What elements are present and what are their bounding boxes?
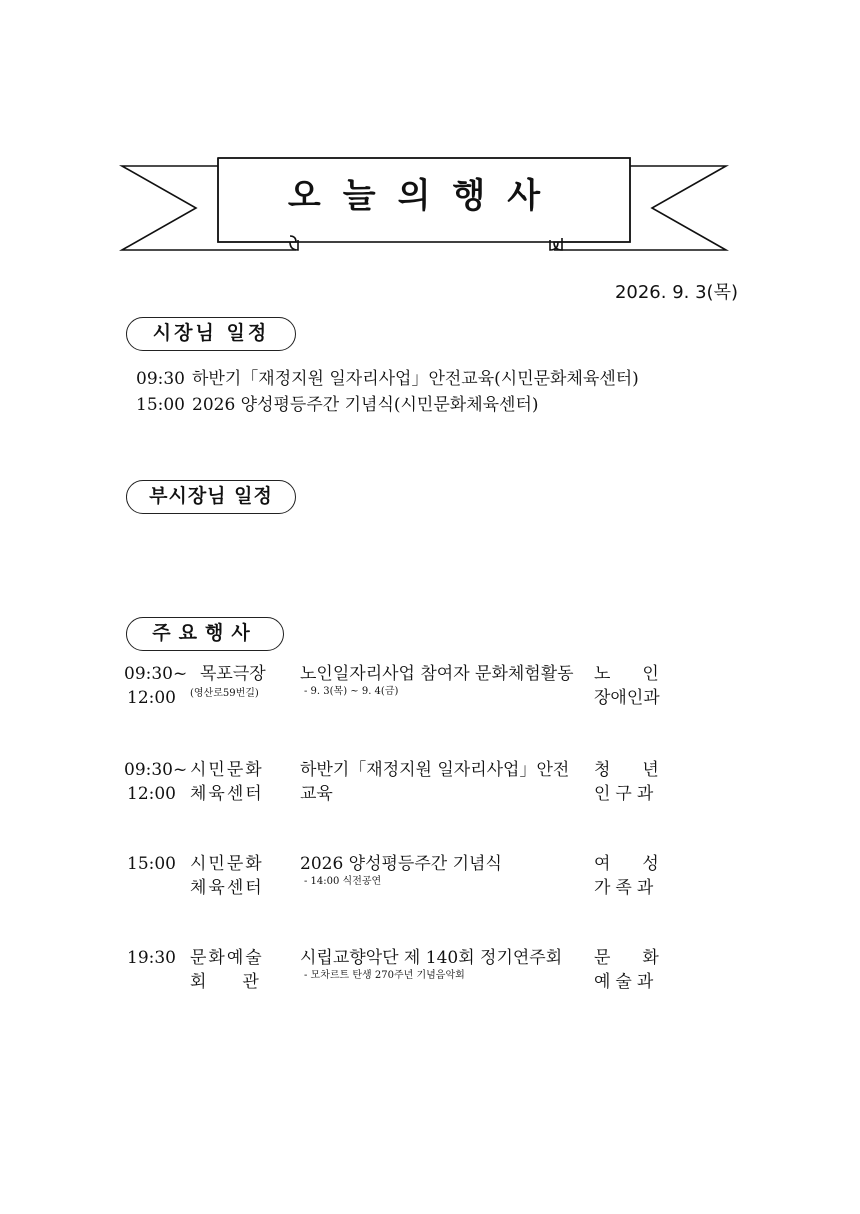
- event-place-detail: 회관: [190, 972, 295, 992]
- event-title: 노인일자리사업 참여자 문화체험활동: [300, 664, 574, 684]
- schedule-time: 15:00: [136, 395, 185, 415]
- dept-text: 노인: [594, 664, 691, 684]
- event-note: - 9. 3(목) ~ 9. 4(금): [304, 686, 399, 697]
- schedule-text: 하반기「재정지원 일자리사업」안전교육(시민문화체육센터): [192, 369, 639, 389]
- event-note: - 모차르트 탄생 270주년 기념음악회: [304, 970, 465, 981]
- event-title-cont: 교육: [300, 784, 333, 804]
- schedule-text: 2026 양성평등주간 기념식(시민문화체육센터): [192, 395, 539, 415]
- banner-title: 오늘의행사: [287, 176, 563, 216]
- event-start-time: 09:30~: [124, 760, 188, 780]
- event-title: 하반기「재정지원 일자리사업」안전: [300, 760, 570, 780]
- event-end-time: 12:00: [127, 784, 176, 804]
- title-banner: [118, 150, 730, 254]
- event-start-time: 09:30~: [124, 664, 188, 684]
- event-place: 목포극장: [200, 664, 266, 684]
- event-dept-line1: [594, 662, 691, 686]
- event-title: 시립교향악단 제 140회 정기연주회: [300, 948, 563, 968]
- document-date: 2026. 9. 3(목): [614, 282, 738, 303]
- event-dept-line1: 문화: [594, 948, 691, 968]
- mayor-schedule-heading: 시장님 일정: [126, 317, 296, 351]
- event-end-time: 12:00: [127, 688, 176, 708]
- mayor-schedule-item: [136, 364, 639, 389]
- event-place-detail: 체육센터: [190, 784, 264, 804]
- event-dept-line1: 여성: [594, 854, 691, 874]
- event-note: - 14:00 식전공연: [304, 876, 382, 887]
- event-dept-line2: 예술과: [594, 972, 659, 992]
- event-place: 문화예술: [190, 948, 264, 968]
- mayor-schedule-item: [136, 390, 539, 415]
- schedule-time: 09:30: [136, 369, 185, 389]
- event-start-time: 19:30: [127, 948, 176, 968]
- event-place-detail: 체육센터: [190, 878, 264, 898]
- event-start-time: 15:00: [127, 854, 176, 874]
- event-place: 시민문화: [190, 760, 264, 780]
- event-title: 2026 양성평등주간 기념식: [300, 854, 502, 874]
- event-dept-line2: 장애인과: [594, 688, 660, 708]
- event-dept-line2: 가족과: [594, 878, 659, 898]
- event-dept-line2: 인구과: [594, 784, 659, 804]
- main-events-heading: 주요행사: [126, 617, 284, 651]
- event-place: 시민문화: [190, 854, 264, 874]
- event-dept-line1: 청년: [594, 760, 691, 780]
- event-place-detail: (영산로59번길): [190, 688, 259, 699]
- deputy-schedule-heading: 부시장님 일정: [126, 480, 296, 514]
